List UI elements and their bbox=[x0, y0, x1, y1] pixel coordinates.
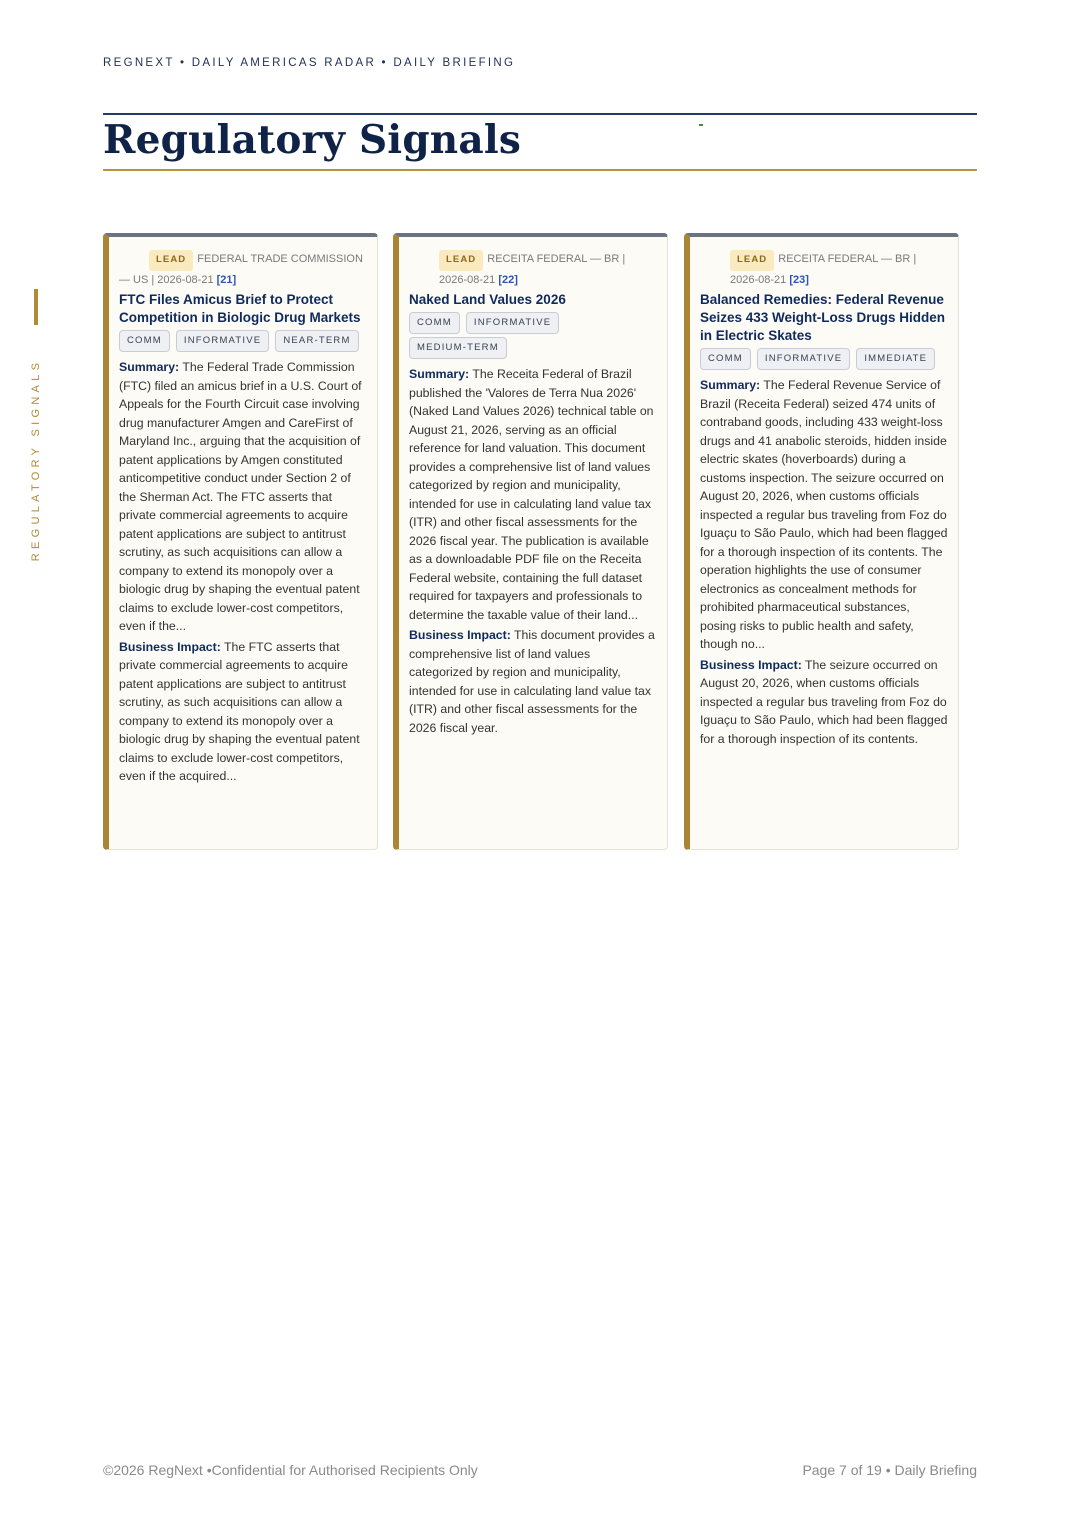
card-meta bbox=[409, 250, 657, 289]
summary-text: The Federal Revenue Service of Brazil (Receita Federal) seized 474 units of contraband goods, including 433 weight-loss drugs and 41 anabolic steroids, hidden inside electric skates (hoverboards) during a customs inspection. The seizure occurred on August 20, 2026, when customs officials inspected a regular bus traveling from Foz do Iguaçu to São Paulo, which had been flagged for a thorough inspection of its contents. The operation highlights the use of consumer electronics as concealment methods for prohibited pharmaceutical substances, posing risks to public health and safety, though no... bbox=[700, 378, 948, 651]
card-source: FEDERAL TRADE COMMISSION bbox=[197, 253, 363, 265]
tag-list bbox=[119, 330, 367, 355]
impact-label: Business Impact: bbox=[119, 639, 221, 654]
signal-cards bbox=[103, 233, 963, 853]
impact-label: Business Impact: bbox=[700, 657, 802, 672]
card-impact bbox=[409, 626, 657, 737]
citation-link[interactable]: [22] bbox=[498, 273, 518, 286]
impact-label: Business Impact: bbox=[409, 628, 511, 642]
side-section-label: REGULATORY SIGNALS bbox=[30, 358, 42, 562]
card-title[interactable]: FTC Files Amicus Brief to Protect Competition in Biologic Drug Markets bbox=[119, 292, 361, 325]
breadcrumb: REGNEXT • DAILY AMERICAS RADAR • DAILY BRIEFING bbox=[103, 57, 516, 69]
title-block bbox=[103, 113, 977, 171]
side-accent-bar bbox=[34, 289, 38, 325]
lead-badge: LEAD bbox=[730, 250, 774, 271]
card-impact bbox=[700, 656, 948, 749]
summary-label: Summary: bbox=[700, 378, 761, 392]
citation-link[interactable]: [21] bbox=[216, 273, 237, 286]
lead-badge: LEAD bbox=[439, 250, 483, 271]
signal-card bbox=[393, 233, 668, 850]
card-source: RECEITA FEDERAL — BR | bbox=[778, 253, 917, 265]
tag-list bbox=[409, 312, 657, 362]
card-source: RECEITA FEDERAL — BR | bbox=[487, 253, 626, 265]
card-impact bbox=[119, 638, 367, 786]
summary-text: The Receita Federal of Brazil published the 'Valores de Terra Nua 2026' (Naked Land Values 2026) technical table on August 21, 2026, serving as an official reference for land valuation. This document provides a comprehensive list of land values categorized by region and municipality, intended for use in calculating land value tax (ITR) and other fiscal assessments for the 2026 fiscal year. The publication is available as a downloadable PDF file on the Receita Federal website, containing the full dataset required for taxpayers and professionals to determine the taxable value of their land... bbox=[409, 367, 654, 622]
card-title[interactable]: Naked Land Values 2026 bbox=[409, 292, 566, 307]
decorative-dot bbox=[699, 124, 703, 126]
tag: NEAR-TERM bbox=[275, 330, 358, 352]
impact-text: The FTC asserts that private commercial agreements to acquire patent applications are subject to antitrust scrutiny, as such acquisitions can allow a company to extend its monopoly over a biologic drug by shaping the eventual patent claims to exclude lower-cost competitors, even if the acquired... bbox=[119, 639, 360, 783]
tag: IMMEDIATE bbox=[856, 348, 935, 370]
page-title: Regulatory Signals bbox=[103, 117, 521, 163]
card-meta bbox=[700, 250, 948, 289]
card-title[interactable]: Balanced Remedies: Federal Revenue Seizes 433 Weight-Loss Drugs Hidden in Electric Skates bbox=[700, 292, 946, 343]
tag-list bbox=[700, 348, 948, 373]
impact-text: This document provides a comprehensive list of land values categorized by region and municipality, intended for use in calculating land value tax (ITR) and other fiscal assessments for the 2026 fiscal year. bbox=[409, 628, 655, 735]
tag: COMM bbox=[119, 330, 170, 352]
signal-card bbox=[103, 233, 378, 850]
tag: INFORMATIVE bbox=[466, 312, 559, 334]
footer-page-number: Page 7 of 19 • Daily Briefing bbox=[802, 1462, 977, 1478]
card-summary bbox=[119, 358, 367, 636]
tag: INFORMATIVE bbox=[176, 330, 269, 352]
summary-text: The Federal Trade Commission (FTC) filed an amicus brief in a U.S. Court of Appeals for the Fourth Circuit case involving drug manufacturer Amgen and CareFirst of Maryland Inc., arguing that the acquisition of patent applications by Amgen constituted anticompetitive conduct under Section 2 of the Sherman Act. The FTC asserts that private commercial agreements to acquire patent applications are subject to antitrust scrutiny, as such acquisitions can allow a company to extend its monopoly over a biologic drug by shaping the eventual patent claims to exclude lower-cost competitors, even if the... bbox=[119, 360, 362, 633]
summary-label: Summary: bbox=[119, 360, 180, 374]
tag: INFORMATIVE bbox=[757, 348, 850, 370]
card-summary bbox=[700, 376, 948, 654]
footer-copyright: ©2026 RegNext •Confidential for Authorised Recipients Only bbox=[103, 1462, 478, 1478]
card-meta bbox=[119, 250, 367, 289]
signal-card bbox=[684, 233, 959, 850]
impact-text: The seizure occurred on August 20, 2026, when customs officials inspected a regular bus traveling from Foz do Iguaçu to São Paulo, which had been flagged for a thorough inspection of its contents. bbox=[700, 657, 948, 746]
card-date: — US | 2026-08-21 bbox=[119, 273, 214, 286]
citation-link[interactable]: [23] bbox=[789, 273, 809, 286]
summary-label: Summary: bbox=[409, 367, 470, 381]
card-summary bbox=[409, 365, 657, 624]
lead-badge: LEAD bbox=[149, 250, 193, 271]
tag: COMM bbox=[700, 348, 751, 370]
card-date: 2026-08-21 bbox=[439, 273, 496, 286]
tag: COMM bbox=[409, 312, 460, 334]
card-date: 2026-08-21 bbox=[730, 273, 787, 286]
tag: MEDIUM-TERM bbox=[409, 337, 507, 359]
